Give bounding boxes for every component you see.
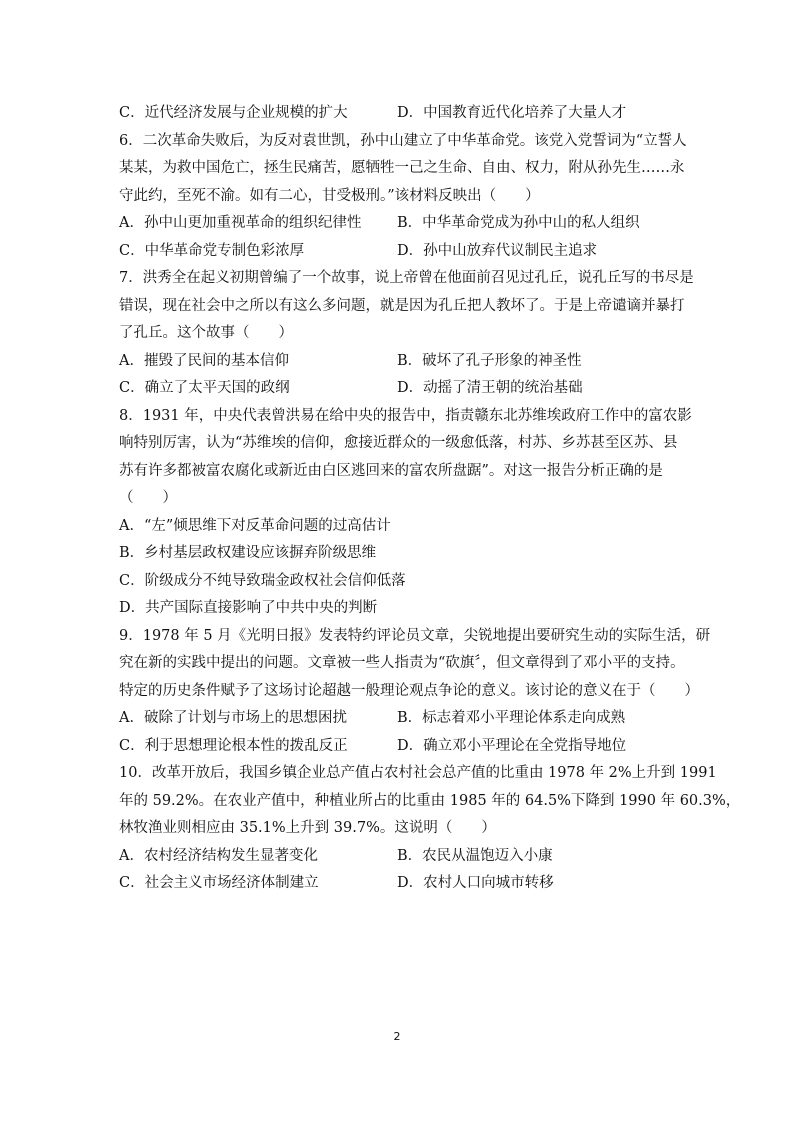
option-d: D．确立邓小平理论在全党指导地位 xyxy=(397,737,627,754)
question-7-line-1: 7．洪秀全在起义初期曾编了一个故事，说上帝曾在他面前召见过孔丘，说孔丘写的书尽是 xyxy=(119,270,694,286)
option-b: B．中华革命党成为孙中山的私人组织 xyxy=(397,215,640,231)
question-6-line-2: 某某，为救中国危亡，拯生民痛苦，愿牺牲一己之生命、自由、权力，附从孙先生……永 xyxy=(119,160,685,176)
question-9-line-2: 究在新的实践中提出的问题。文章被一些人指责为“砍旗〞，但文章得到了邓小平的支持。 xyxy=(119,655,685,671)
question-6-line-3: 守此约，至死不渝。如有二心，甘受极刑。”该材料反映出（ ） xyxy=(119,187,540,204)
question-9-line-1: 9．1978 年 5 月《光明日报》发表特约评论员文章，尖锐地提出要研究生动的实际生活，研 xyxy=(119,627,711,644)
option-a: A．孙中山更加重视革命的组织纪律性 xyxy=(119,215,362,231)
question-9 xyxy=(119,623,711,761)
question-6 xyxy=(119,128,687,266)
option-c: C．阶级成分不纯导致瑞金政权社会信仰低落 xyxy=(119,572,406,589)
question-6-line-1: 6．二次革命失败后，为反对袁世凯，孙中山建立了中华革命党。该党入党誓词为“立誓人 xyxy=(119,132,687,149)
question-7-options-cd xyxy=(119,375,679,403)
option-d: D．动摇了清王朝的统治基础 xyxy=(397,380,583,396)
question-10-line-1: 10．改革开放后，我国乡镇企业总产值占农村社会总产值的比重由 1978 年 2%上升到 1991 xyxy=(119,765,717,781)
question-10-options-cd xyxy=(119,870,679,898)
option-c: C．确立了太平天国的政纲 xyxy=(119,380,290,396)
question-7 xyxy=(119,265,694,403)
question-8-line-3: 苏有许多都被富农腐化或新近由白区逃回来的富农所盘踞”。对这一报告分析正确的是 xyxy=(119,462,663,479)
option-c: C．社会主义市场经济体制建立 xyxy=(119,875,319,891)
option-c: C．利于思想理论根本性的拨乱反正 xyxy=(119,737,348,754)
question-9-line-3: 特定的历史条件赋予了这场讨论超越一般理论观点争论的意义。该讨论的意义在于（ ） xyxy=(119,682,699,699)
option-a: A．摧毁了民间的基本信仰 xyxy=(119,352,289,369)
option-b: B．乡村基层政权建设应该摒弃阶级思维 xyxy=(119,545,377,561)
question-10-line-2: 年的 59.2%。在农业产值中，种植业所占的比重由 1985 年的 64.5%下降到 1990 年 60.3%， xyxy=(119,792,741,809)
option-d: D．孙中山放弃代议制民主追求 xyxy=(397,242,598,259)
option-b: B．标志着邓小平理论体系走向成熟 xyxy=(397,710,626,726)
page-number: 2 xyxy=(393,1030,401,1043)
carry-options xyxy=(119,100,679,128)
option-c: C．中华革命党专制色彩浓厚 xyxy=(119,242,305,259)
option-d: D．农村人口向城市转移 xyxy=(397,875,554,891)
question-6-options-ab xyxy=(119,210,679,238)
question-7-options-ab xyxy=(119,348,679,376)
option-a: A．农村经济结构发生显著变化 xyxy=(119,847,318,864)
question-10 xyxy=(119,760,741,898)
question-8 xyxy=(119,403,692,623)
page-content xyxy=(119,100,741,898)
question-8-line-4: （ ） xyxy=(119,490,177,506)
question-6-options-cd xyxy=(119,238,679,266)
option-c: C．近代经济发展与企业规模的扩大 xyxy=(119,105,348,121)
question-8-line-1: 8．1931 年，中央代表曾洪易在给中央的报告中，指责赣东北苏维埃政府工作中的富农影 xyxy=(119,407,692,424)
option-d: D．中国教育近代化培养了大量人才 xyxy=(397,105,627,121)
option-a: A．“左”倾思维下对反革命问题的过高估计 xyxy=(119,517,391,534)
option-a: A．破除了计划与市场上的思想困扰 xyxy=(119,710,347,726)
option-b: B．破坏了孔子形象的神圣性 xyxy=(397,352,582,369)
option-d: D．共产国际直接影响了中共中央的判断 xyxy=(119,600,378,616)
question-9-options-ab xyxy=(119,705,679,733)
question-9-options-cd xyxy=(119,733,679,761)
question-7-line-3: 了孔丘。这个故事（ ） xyxy=(119,325,293,341)
question-7-line-2: 错误，现在社会中之所以有这么多问题，就是因为孔丘把人教坏了。于是上帝谴谪并暴打 xyxy=(119,297,685,314)
option-b: B．农民从温饱迈入小康 xyxy=(397,847,553,864)
question-8-line-2: 响特别厉害，认为“苏维埃的信仰，愈接近群众的一级愈低落，村苏、乡苏甚至区苏、县 xyxy=(119,435,678,451)
question-10-line-3: 林牧渔业则相应由 35.1%上升到 39.7%。这说明（ ） xyxy=(119,820,496,836)
question-10-options-ab xyxy=(119,843,679,871)
